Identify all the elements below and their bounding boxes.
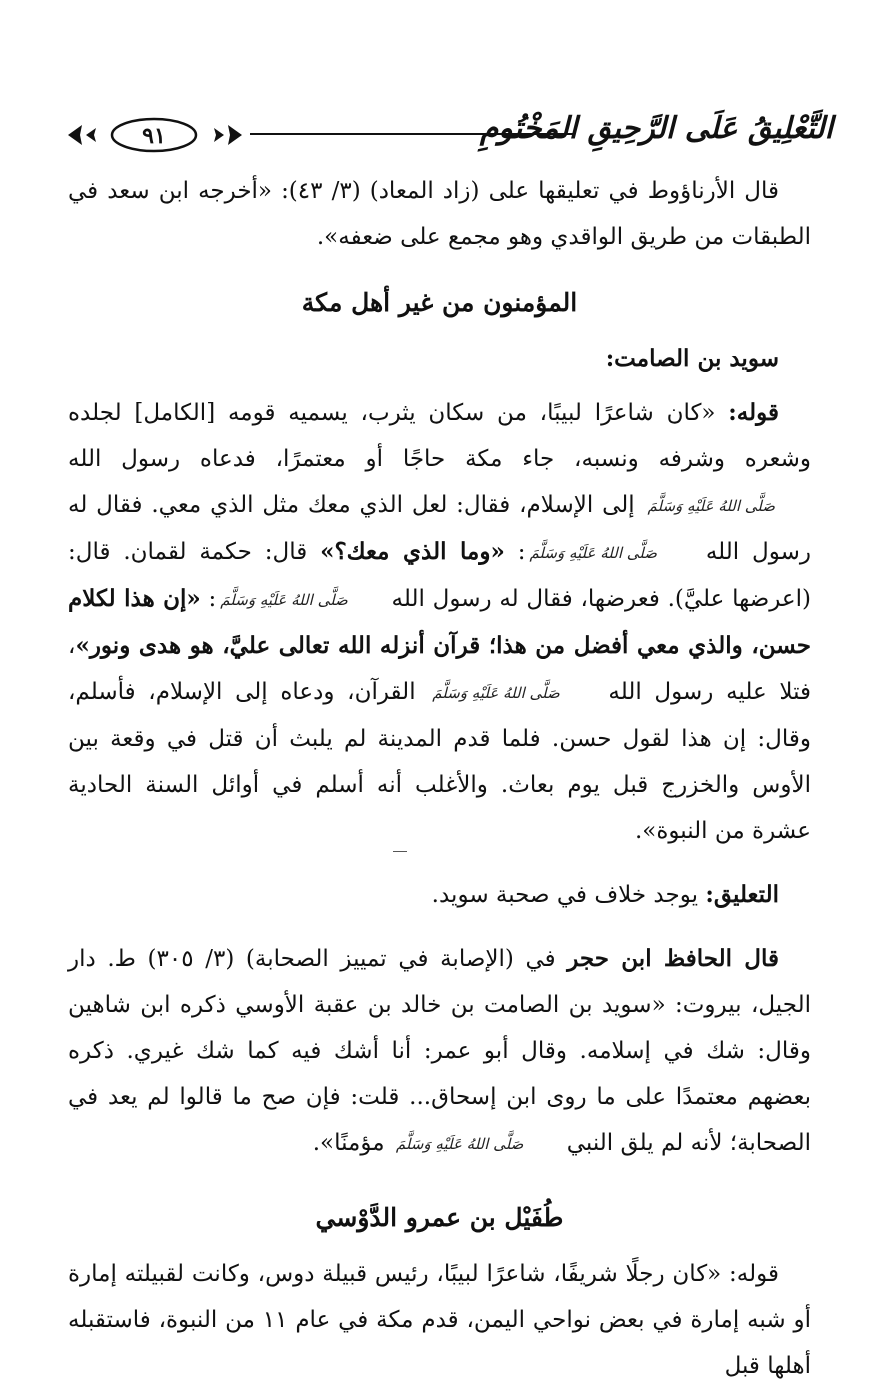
section-heading-tufail: طُفَيْل بن عمرو الدَّوْسي [315,1203,564,1232]
text-run: «كان شاعرًا لبيبًا، من سكان يثرب، يسميه قومه [الكامل] لجلده وشعره وشرفه ونسبه، جاء مكة حاجًا أو معتمرًا، فدعاه رسول الله [68,400,811,472]
bold-quote: «إن هذا لكلام حسن، والذي معي أفضل من هذا؛ قرآن أنزله الله تعالى عليَّ، هو هدى ونور» [68,585,811,659]
paragraph-commentary [68,872,811,918]
page-number: ٩١ [142,123,166,149]
quote-lead: قوله: [728,399,779,426]
paragraph-tufail-quote: قوله: «كان رجلًا شريفًا، شاعرًا لبيبًا، رئيس قبيلة دوس، وكانت لقبيلته إمارة أو شبه إمارة في بعض نواحي اليمن، قدم مكة في عام ١١ من النبوة، فاستقبله أهلها قبل [68,1261,811,1379]
salutation-seal: صَلَّى اللهُ عَلَيْهِ وَسَلَّمَ [220,591,348,609]
text-run: ، فتلا عليه رسول الله [68,633,812,705]
header-rule [250,133,573,135]
text-run: : [504,539,526,565]
text-run: القرآن، ودعاه إلى الإسلام، فأسلم، وقال: إن هذا لقول حسن. فلما قدم المدينة لم يلبث أن قتل في وقعة بين الأوس والخزرج قبل يوم بعاث. والأغلب أنه أسلم في أوائل السنة الحادية عشرة من النبوة». [68,679,811,844]
paragraph-suwaid-quote [68,390,811,854]
page-body [68,168,811,1389]
text-run: : [200,586,217,612]
page-number-ornament [60,113,250,157]
page-header [60,105,833,165]
commentary-lead: التعليق: [705,881,779,908]
subheading-suwaid: سويد بن الصامت: [605,345,779,372]
section-heading-believers: المؤمنون من غير أهل مكة [301,288,578,317]
text-run: قال: حكمة لقمان. قال: (اعرضها عليَّ). فعرضها، فقال له رسول الله [68,539,812,612]
text-run: إلى الإسلام، فقال: لعل الذي معك مثل الذي معي. فقال له رسول الله [68,492,811,565]
book-title: التَّعْلِيقُ عَلَى الرَّحِيقِ المَخْتُومِ [479,111,833,146]
bold-quote: «وما الذي معك؟» [320,538,505,565]
salutation-seal: صَلَّى اللهُ عَلَيْهِ وَسَلَّمَ [395,1135,524,1153]
text-run: يوجد خلاف في صحبة سويد. [431,882,706,908]
ibn-hajar-lead: قال الحافظ ابن حجر [567,945,780,972]
paragraph-ibn-hajar [68,936,811,1167]
separator-mark [393,851,407,852]
salutation-seal: صَلَّى اللهُ عَلَيْهِ وَسَلَّمَ [432,684,560,702]
text-run: مؤمنًا». [312,1130,392,1156]
salutation-seal: صَلَّى اللهُ عَلَيْهِ وَسَلَّمَ [529,544,657,562]
salutation-seal: صَلَّى اللهُ عَلَيْهِ وَسَلَّمَ [647,497,775,515]
paragraph-arnaout: قال الأرناؤوط في تعليقها على (زاد المعاد) (٣/ ٤٣): «أخرجه ابن سعد في الطبقات من طريق الواقدي وهو مجمع على ضعفه». [68,178,811,250]
text-run: في (الإصابة في تمييز الصحابة) (٣/ ٣٠٥) ط. دار الجيل، بيروت: «سويد بن الصامت بن خالد بن عقبة الأوسي ذكره ابن شاهين وقال: شك في إسلامه. وقال أبو عمر: أنا أشك فيه كما شك غيري. ذكره بعضهم معتمدًا على ما روى ابن إسحاق... قلت: فإن صح ما قالوا لم يعد في الصحابة؛ لأنه لم يلق النبي [68,946,811,1156]
